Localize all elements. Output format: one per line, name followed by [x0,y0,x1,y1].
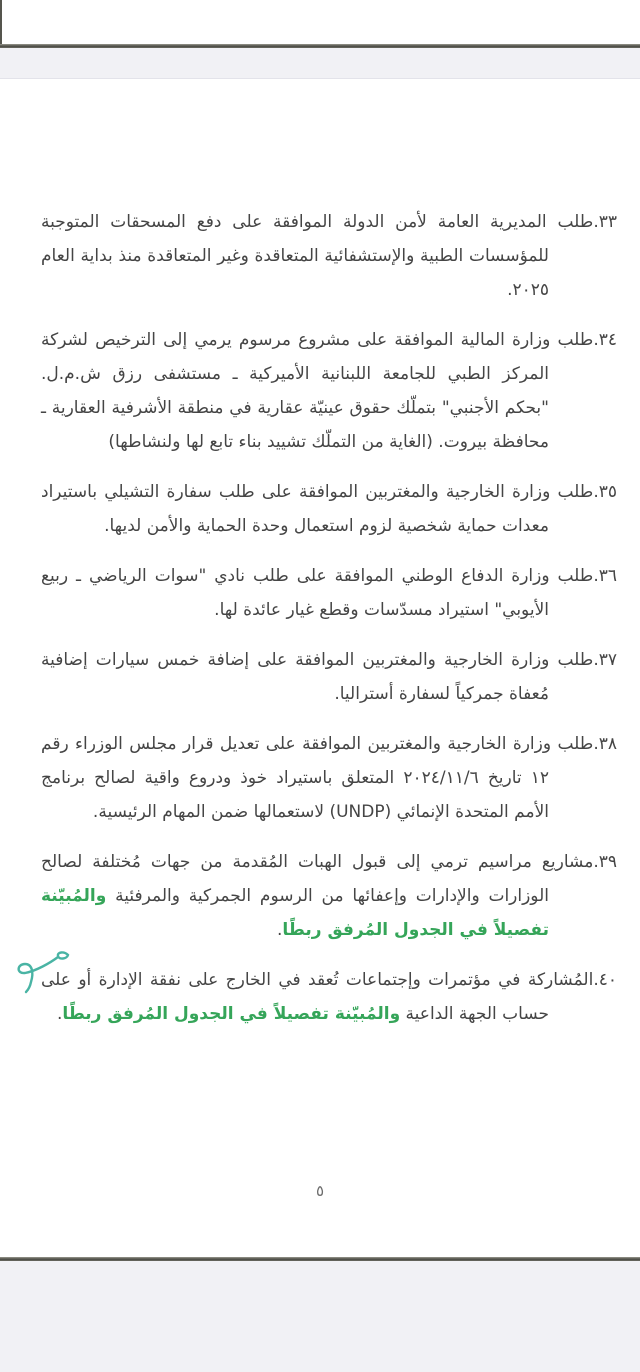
item-text-segment: طلب وزارة الدفاع الوطني الموافقة على طلب نادي "سوات الرياضي ـ ربيع الأيوبي" استيراد مسدّسات وقطع غيار عائدة لها. [41,566,594,620]
list-item-37 [41,643,617,711]
item-text-segment: طلب وزارة المالية الموافقة على مشروع مرسوم يرمي إلى الترخيص لشركة المركز الطبي للجامعة اللبنانية الأميركية ـ مستشفى رزق ش.م.ل. "بحكم الأجنبي" بتملّك حقوق عينيّة عقارية في منطقة الأشرفية العقارية ـ محافظة بيروت. (الغاية من التملّك تشييد بناء تابع لها ولنشاطها) [41,330,594,452]
item-text-segment: طلب وزارة الخارجية والمغتربين الموافقة على إضافة خمس سيارات إضافية مُعفاة جمركياً لسفارة أستراليا. [41,650,594,704]
item-number: ٣٩. [593,852,617,872]
list-item-34 [41,323,617,459]
item-text [41,734,593,822]
item-text [41,650,593,704]
highlighted-text: والمُبيّنة تفصيلاً في الجدول المُرفق ربطًا [41,886,549,940]
item-text-segment: مشاريع مراسيم ترمي إلى قبول الهبات المُقدمة من جهات مُختلفة لصالح الوزارات والإدارات وإعفائها من الرسوم الجمركية والمرفئية [41,852,594,906]
item-number: ٣٥. [593,482,617,502]
list-item-36 [41,559,617,627]
item-text [41,566,593,620]
list-item-35 [41,475,617,543]
item-number: ٣٤. [593,330,617,350]
scan-top-band [0,48,640,79]
scan-left-edge-mark [0,0,2,46]
agenda-item-list [41,205,617,1031]
pen-scribble-mark [8,944,74,996]
list-item-39 [41,845,617,947]
item-text [41,970,593,1024]
item-text-segment: طلب وزارة الخارجية والمغتربين الموافقة على طلب سفارة التشيلي باستيراد معدات حماية شخصية لزوم استعمال وحدة الحماية والأمن لديها. [41,482,594,536]
document-page [41,205,617,1047]
item-number: ٣٣. [593,212,617,232]
item-text-segment: طلب المديرية العامة لأمن الدولة الموافقة على دفع المسحقات المتوجبة للمؤسسات الطبية والإستشفائية المتعاقدة وغير المتعاقدة منذ بداية العام ٢٠٢٥. [41,212,594,300]
item-text-segment: طلب وزارة الخارجية والمغتربين الموافقة على تعديل قرار مجلس الوزراء رقم ١٢ تاريخ ٢٠٢٤/١١/٦ المتعلق باستيراد خوذ ودروع واقية لصالح برنامج الأمم المتحدة الإنمائي (UNDP) لاستعمالها ضمن المهام الرئيسية. [41,734,594,822]
item-text-segment: المُشاركة في مؤتمرات وإجتماعات تُعقد في الخارج على نفقة الإدارة أو على حساب الجهة الداعية [41,970,594,1024]
page-number: ٥ [315,1182,325,1200]
item-text-segment: . [56,1004,63,1024]
item-number: ٣٧. [593,650,617,670]
item-text-segment: . [277,920,283,940]
item-text [41,212,593,300]
item-number: ٤٠. [593,970,617,990]
item-text [41,852,593,940]
item-text [41,482,593,536]
list-item-38 [41,727,617,829]
scan-bottom-band [0,1261,640,1372]
item-number: ٣٦. [593,566,617,586]
list-item-33 [41,205,617,307]
highlighted-text: والمُبيّنة تفصيلاً في الجدول المُرفق ربطًا [62,1004,401,1024]
item-number: ٣٨. [593,734,617,754]
list-item-40 [41,963,617,1031]
item-text [41,330,593,452]
